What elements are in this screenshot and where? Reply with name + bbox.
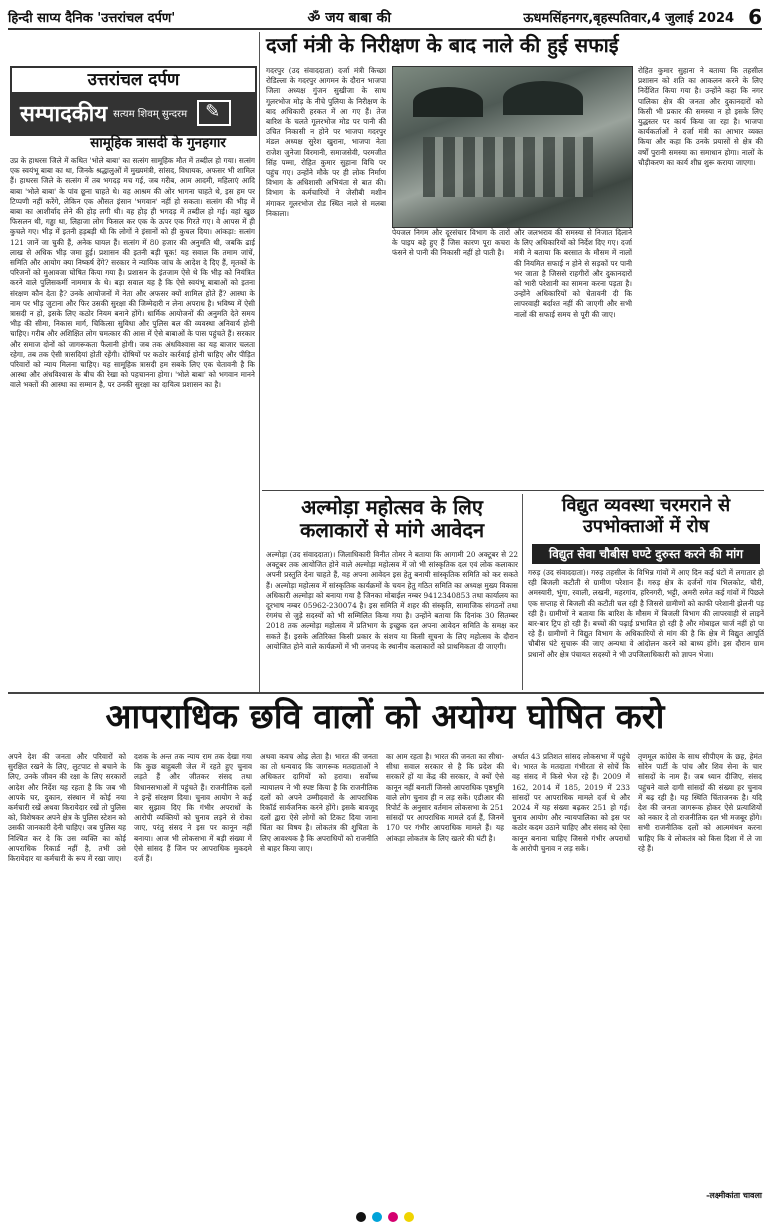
- registration-marks: [0, 1208, 770, 1226]
- bottom-col1: अपने देश की जनता और परिवारों को सुरक्षित रखने के लिए, लुटपाट से बचाने के लिए, उनके जीवन की रक्षा के लिए सरकारों आदेश और निर्देश यह रहता है कि जब भी आपके घर, दुकान, संस्थान में कोई नया कर्मचारी रखें अथवा किरायेदार रखें तो पुलिस को, विशेषकर अपने क्षेत्र के पुलिस स्टेशन को उसकी जानकारी देनी चाहिए। जब पुलिस यह निश्चित कर दे कि उस व्यक्ति का कोई आपराधिक रिकार्ड नहीं है, तभी उसे किरायेदार या कर्मचारी के रूप में रखा जाए।: [8, 752, 126, 864]
- editorial-masthead: [10, 66, 257, 136]
- editorial-headline: सामूहिक त्रासदी के गुनहगार: [90, 135, 226, 151]
- news-photo: [392, 66, 633, 228]
- black-dot-icon: [356, 1212, 366, 1222]
- masthead-title: उत्तरांचल दर्पण: [12, 68, 255, 92]
- cyan-dot-icon: [372, 1212, 382, 1222]
- bottom-col2: दशक के अन्त तक न्याय राम तक देखा गया कि कुछ बाहुबली जेल में रहते हुए चुनाव लड़ते हैं और जीतकर संसद तथा विधानसभाओं में पहुंचते हैं। राजनीतिक दलों ने इन्हें संरक्षण दिया। चुनाव आयोग ने कई बार सुझाव दिए कि गंभीर अपराधों के आरोपी व्यक्तियों को चुनाव लड़ने से रोका जाए, परंतु संसद ने इस पर कानून नहीं बनाया। आज भी लोकसभा में बड़ी संख्या में ऐसे सांसद हैं जिन पर आपराधिक मुकदमे दर्ज हैं।: [134, 752, 252, 864]
- bottom-headline: आपराधिक छवि वालों को अयोग्य घोषित करो: [105, 697, 665, 737]
- almora-body: अल्मोड़ा (उद संवाददाता)। जिलाधिकारी विनीत तोमर ने बताया कि आगामी 20 अक्टूबर से 22 अक्टूबर तक आयोजित होने वाले अल्मोड़ा महोत्सव में जो भी सांस्कृतिक दल एवं लोक कलाकार अपनी प्रस्तुति देना चाहते हैं, वह अपना आवेदन इस हेतु बनायी सांस्कृतिक समिति को कर सकते हैं। अल्मोड़ा महोत्सव में सांस्कृतिक कार्यक्रमों के चयन हेतु गठित समिति का अध्यक्ष मुख्य विकास अधिकारी अल्मोड़ा को बनाया गया है जिनका मोबाईल नम्बर 9412340853 तथा कार्यालय का दूरभाष नम्बर 05962-230074 है। इस समिति में शहर की संस्कृति, सामाजिक संगठनों तथा रंगमंच से जुड़े सदस्यों को भी सम्मिलित किया गया है। उन्होंने बताया कि दिनांक 30 सितम्बर 2018 तक अल्मोड़ा महोत्सव में प्रतिभाग के इच्छुक दल अपना आवेदन समिति के समक्ष कर सकते हैं। इसके अतिरिक्त किसी प्रकार के संशय या किसी सूचना के लिए महोत्सव के दौरान आयोजित होने वाले कार्यक्रमों में भी जनपद के स्थानीय कलाकारों को प्राथमिकता दी जाएगी।: [266, 550, 518, 651]
- bottom-col4: का आम रहता है। भारत की जनता का सीधा-सीधा सवाल सरकार से है कि प्रदेश की सरकारें हों या केंद्र की सरकार, वे क्यों ऐसे कानून नहीं बनातीं जिनसे आपराधिक पृष्ठभूमि वाले लोग चुनाव ही न लड़ सकें। एडीआर की रिपोर्ट के अनुसार वर्तमान लोकसभा के 251 सांसदों पर आपराधिक मामले दर्ज हैं, जिनमें 170 पर गंभीर आपराधिक मामले हैं। यह आंकड़ा लोकतंत्र के लिए खतरे की घंटी है।: [386, 752, 504, 843]
- top-story-headline: दर्जा मंत्री के निरीक्षण के बाद नाले की हुई सफाई: [266, 33, 619, 57]
- editorial-tagline: सत्यम शिवम् सुन्दरम: [113, 109, 188, 120]
- bottom-col3: अथवा कवच ओढ़ लेता है। भारत की जनता का तो धन्यवाद कि जागरूक मतदाताओं ने अधिकतर दागियों को हराया। सर्वोच्च न्यायालय ने भी स्पष्ट किया है कि राजनीतिक दलों को अपने उम्मीदवारों के आपराधिक रिकॉर्ड सार्वजनिक करने होंगे। इसके बावजूद दलों द्वारा ऐसे लोगों को टिकट दिया जाना चिंता का विषय है। लोकतंत्र की शुचिता के लिए आवश्यक है कि अपराधियों को राजनीति से बाहर किया जाए।: [260, 752, 378, 853]
- editorial-title: सम्पादकीय: [20, 101, 108, 127]
- power-body: गरुड़ (उद संवाददाता)। गरुड़ तहसील के विभिन्न गांवों में आए दिन कई घंटों में लगातार हो रही बिजली कटौती से ग्रामीण परेशान हैं। गरुड़ क्षेत्र के दर्जनों गांव भिलकोट, चौरी, अमस्यारी, भुंगा, रवाली, लखनी, महरगांव, हरिनगरी, भट्टी, अमरी समेत कई गांवों में पिछले एक सप्ताह से बिजली की कटौती चल रही है जिससे ग्रामीणों को काफी परेशानी झेलनी पड़ रही है। ग्रामीणों ने बताया कि बारिश के मौसम में बिजली विभाग की लापरवाही से लाइनें बार-बार ट्रिप हो रही हैं। बच्चों की पढ़ाई प्रभावित हो रही है और मोबाइल चार्ज नहीं हो पा रहे हैं। ग्रामीणों ने विद्युत विभाग के अधिकारियों से मांग की है कि क्षेत्र में विद्युत आपूर्ति चौबीस घंटे सुचारू की जाए अन्यथा वे आंदोलन करने को बाध्य होंगे। इस दौरान ग्राम प्रधानों और क्षेत्र पंचायत सदस्यों ने भी उपजिलाधिकारी को ज्ञापन भेजा।: [528, 568, 764, 659]
- page-header: [8, 6, 762, 30]
- section-divider: [262, 490, 764, 491]
- pen-icon: [197, 100, 231, 126]
- almora-headline: अल्मोड़ा महोत्सव के लिए कलाकारों से मांगे आवेदन: [299, 495, 485, 542]
- editorial-body: उप्र के हाथरस जिले में कथित 'भोले बाबा' का सत्संग सामूहिक मौत में तब्दील हो गया। सत्संग एक स्वयंभू बाबा का था, जिनके श्रद्धालुओं में मुख्यमंत्री, सांसद, विधायक, अफसर भी शामिल हैं। हाथरस जिले के सत्संग में तब भगदड़ मच गई, जब गरीब, आम आदमी, महिलाएं आदि बाबा 'भोले बाबा' के पांव छूना चाहते थे। वह आश्रम की ओर भागना चाहते थे, इस हम पर टिप्पणी नहीं करेंगे, लेकिन एक औसत इंसान 'भगवान' नहीं हो सकता। सत्संग की भीड़ में बाबा का आशीर्वाद लेने की होड़ लगी थी। वह होड़ ही भगदड़ में तब्दील हो गई। वहां खुछ फिसलन थी, गड्ढा था, लिहाजा लोग फिसल कर एक के ऊपर एक गिरते गए। वे आपस में ही कुचले गए। भीड़ में इतनी हड़बड़ी थी कि लोगों ने इंसानों को ही कुचल दिया। आंकड़ा: सत्संग 121 जानें जा चुकी हैं, अनेक घायल हैं। सत्संग में 80 हजार की अनुमति थी, जबकि ढाई लाख से अधिक भीड़ जमा हुई। प्रशासन की इतनी बड़ी चूक! यह सवाल कि तमाम जांचें, समिति और आयोग क्या निष्कर्ष देंगे? सरकार ने न्यायिक जांच के आदेश दे दिए हैं, मृतकों के परिजनों को मुआवजा घोषित किया गया है। प्रशासन के इंतजाम ऐसे थे कि भीड़ को नियंत्रित करने वाले पुलिसकर्मी नाममात्र के थे। बड़ा सवाल यह है कि ऐसे स्वयंभू बाबाओं को इतना संरक्षण कौन देता है? उनके आयोजनों में नेता और अफसर क्यों शामिल होते हैं? आस्था के नाम पर भीड़ जुटाना और फिर उसकी सुरक्षा की जिम्मेदारी न लेना अपराध है। भविष्य में ऐसी त्रासदी न हो, इसके लिए कठोर नियम बनाने होंगे। धार्मिक आयोजनों की अनुमति देते समय भीड़ की सीमा, निकास मार्ग, चिकित्सा सुविधा और पुलिस बल की व्यवस्था अनिवार्य होनी चाहिए। गरीब और अशिक्षित लोग चमत्कार की आस में ऐसे बाबाओं के पास पहुंचते हैं। सरकार और समाज दोनों को जागरूकता फैलानी होगी। जब तक अंधविश्वास का यह बाजार चलता रहेगा, तब तक ऐसी त्रासदियां होती रहेंगी। दोषियों पर कठोर कार्रवाई होनी चाहिए और पीड़ित परिवारों को न्याय मिलना चाहिए। यह सामूहिक त्रासदी हम सबके लिए एक चेतावनी है कि आस्था और अंधविश्वास के बीच की रेखा को पहचानना होगा। 'भोले बाबा' को भगवान मानने वाले भक्तों की आस्था का सम्मान है, पर उनकी सुरक्षा का दायित्व प्रशासन का है।: [10, 156, 255, 390]
- paper-name: हिन्दी साप्य दैनिक 'उत्तरांचल दर्पण': [8, 11, 176, 26]
- top-story-caption: पेयजल निगम और दूरसंचार विभाग के तारों के पाइप बहे हुए हैं जिस कारण पूरा कचरा फंसने से पानी की निकासी नहीं हो पाती है।: [392, 228, 510, 258]
- slogan: ॐ जय बाबा की: [307, 9, 392, 26]
- section-divider: [8, 692, 764, 694]
- column-divider: [259, 32, 260, 692]
- page-number: 6: [748, 5, 762, 29]
- magenta-dot-icon: [388, 1212, 398, 1222]
- power-subhead: विद्युत सेवा चौबीस घण्टे दुरुस्त करने की मांग: [532, 544, 760, 564]
- bottom-col5: अर्थात 43 प्रतिशत सांसद लोकसभा में पहुंचे थे। भारत के मतदाता गंभीरता से सोचें कि वह संसद में किसे भेज रहे हैं। 2009 में 162, 2014 में 185, 2019 में 233 सांसदों पर आपराधिक मामले दर्ज थे और 2024 में यह संख्या बढ़कर 251 हो गई। चुनाव आयोग और न्यायपालिका को इस पर कठोर कदम उठाने चाहिए और संसद को ऐसा कानून बनाना चाहिए जिससे गंभीर अपराधों के आरोपी चुनाव न लड़ सकें।: [512, 752, 630, 853]
- bottom-col6: तृणमूल कांग्रेस के साथ सीपीएम के छह, हेमंत सोरेन पार्टी के पांच और शिव सेना के चार सांसदों के नाम हैं। जब ध्यान दीजिए, संसद पहुंचने वाले दागी सांसदों की संख्या हर चुनाव में बढ़ रही है। यह स्थिति चिंताजनक है। यदि देश की जनता जागरूक होकर ऐसे प्रत्याशियों को नकार दे तो राजनीतिक दल भी मजबूर होंगे। सभी राजनीतिक दलों को आत्ममंथन करना चाहिए कि वे लोकतंत्र को किस दिशा में ले जा रहे हैं।: [638, 752, 762, 853]
- author-signature: -लक्ष्मीकांता चावला: [706, 1190, 762, 1200]
- power-headline: विद्युत व्यवस्था चरमराने से उपभोक्ताओं में रोष: [561, 495, 731, 537]
- yellow-dot-icon: [404, 1212, 414, 1222]
- top-story-col3: रोहित कुमार सुहाना ने बताया कि तहसील प्रशासन को शति का आकलन करने के लिए निर्देशित किया गया है। उन्होंने कहा कि नगर पालिका क्षेत्र की जनता और दुकानदारों को किसी भी प्रकार की समस्या न हो इसके लिए युद्धस्तर पर कार्य किया जा रहा है। भाजपा कार्यकर्ताओं ने दर्जा मंत्री का आभार व्यक्त किया और कहा कि उनके प्रयासों से क्षेत्र की वर्षों पुरानी समस्या का समाधान होगा। नालों के चौड़ीकरण का कार्य शीघ्र शुरू कराया जाएगा।: [638, 66, 763, 167]
- column-divider: [522, 494, 523, 690]
- dateline-block: [523, 5, 762, 29]
- dateline: ऊधमसिंहनगर,बृहस्पतिवार,4 जुलाई 2024: [523, 11, 735, 26]
- editorial-banner: [12, 92, 255, 134]
- top-story-col1: गदरपुर (उद संवाददाता) दर्जा मंत्री किच्छा रोडिल्ला के गदरपुर आगमन के दौरान भाजपा जिला अध्यक्ष गुंजन सुखीजा के साथ गूलरभोज मोड़ के नीचे पुलिया के निरीक्षण के बाद अधिकारी हरकत में आ गए हैं। तेज बारिश के चलते गूलरभोज मोड पर पानी की उचित निकासी न होने पर भाजपा गदरपुर मंडल अध्यक्ष सुरेश खुराना, भाजपा नेता राजेश जुनेजा विरमानी, समाजसेवी, परमजीत सिंह पम्मा, रोहित कुमार सुहाना विचि पर पहुंच गए। उन्होंने मौके पर ही लोक निर्माण विभाग के अधिशासी अभियंता से बात की। विभाग के कर्मचारियों ने जेसीबी मशीन मंगाकर गूलरभोज रोड स्थित नाले से मलबा निकाला।: [266, 66, 386, 218]
- top-story-col2: और जलभराव की समस्या से निजात दिलाने के लिए अधिकारियों को निर्देश दिए गए। दर्जा मंत्री ने बताया कि बरसात के मौसम में नालों की नियमित सफाई न होने से सड़कों पर पानी भर जाता है जिससे राहगीरों और दुकानदारों को भारी परेशानी का सामना करना पड़ता है। उन्होंने अधिकारियों को चेतावनी दी कि लापरवाही बर्दाश्त नहीं की जाएगी और सभी नालों की सफाई समय से पूरी की जाए।: [514, 228, 632, 319]
